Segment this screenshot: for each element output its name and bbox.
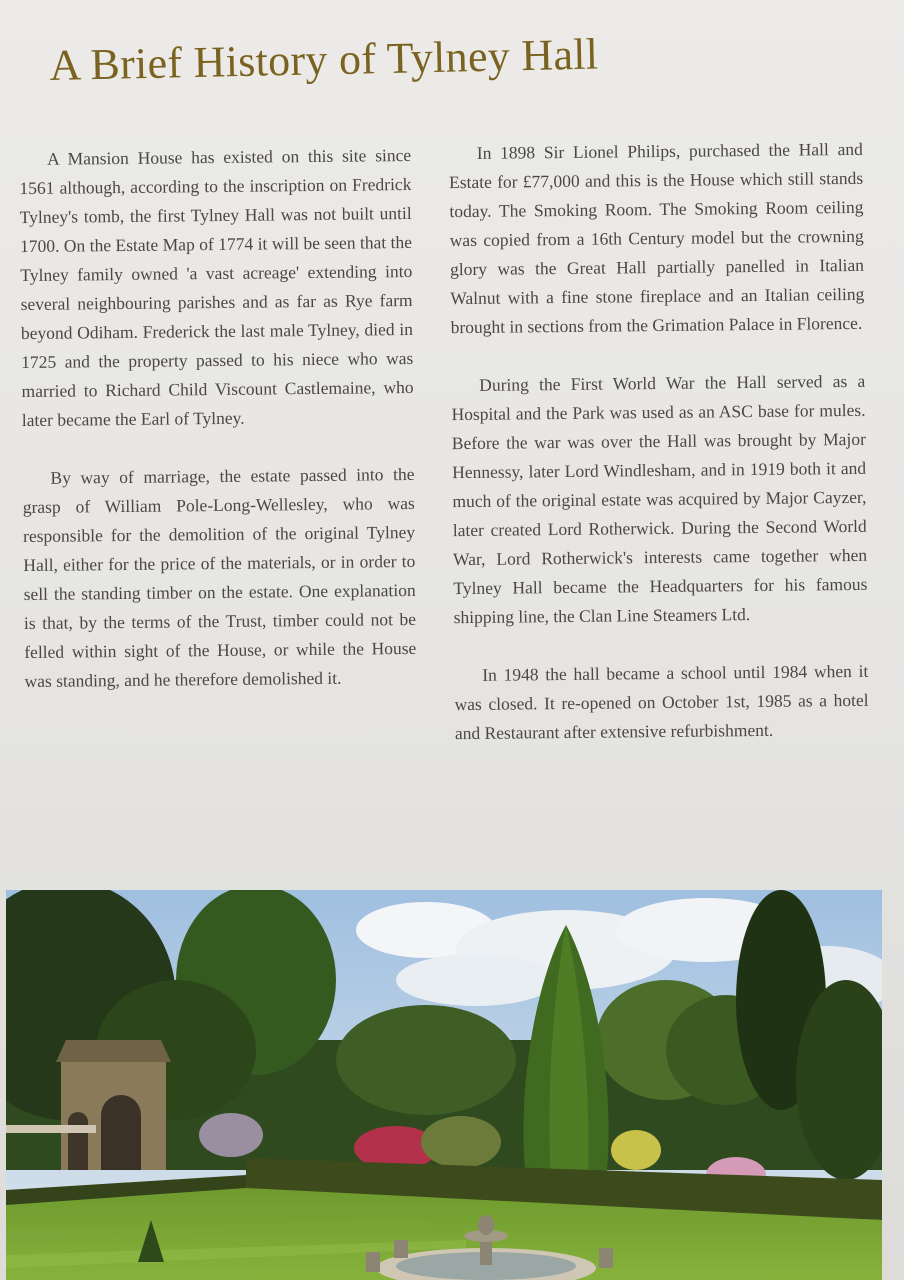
paragraph-marriage: By way of marriage, the estate passed into the grasp of William Pole-Long-Wellesley, who was responsible for the demolition of the original Tylney Hall, either for the price of the materials, or in order to sell the standing timber on the estate. One explanation is that, by the terms of the Trust, timber could not be felled within sight of the House, or while the House was standing, and he therefore demolished it. — [22, 463, 417, 692]
paragraph-lionel-philips: In 1898 Sir Lionel Philips, purchased the Hall and Estate for £77,000 and this is the House which still stands today. The Smoking Room. The Smoking Room ceiling was copied from a 16th Century model but the crowning glory was the Great Hall partially panelled in Italian Walnut with a fine stone fireplace and an Italian ceiling brought in sections from the Grimation Palace in Florence. — [449, 138, 865, 338]
paragraph-first-world-war: During the First World War the Hall served as a Hospital and the Park was used as an ASC base for mules. Before the war was over the Hall was brought by Major Hennessy, later Lord Windlesham, and in 1919 both it and much of the original estate was acquired by Major Cayzer, later created Lord Rotherwick. During the Second World War, Lord Rotherwick's interests came together when Tylney Hall became the Headquarters for his famous shipping line, the Clan Line Steamers Ltd. — [451, 370, 868, 628]
left-text-column — [19, 141, 417, 725]
garden-photo — [6, 890, 882, 1280]
paragraph-mansion-house: A Mansion House has existed on this site since 1561 although, according to the inscription on Fredrick Tylney's tomb, the first Tylney Hall was not built until 1700. On the Estate Map of 1774 it will be seen that the Tylney family owned 'a vast acreage' extending into several neighbouring parishes and as far as Rye farm beyond Odiham. Frederick the last male Tylney, died in 1725 and the property passed to his niece who was married to Richard Child Viscount Castlemaine, who later became the Earl of Tylney. — [19, 144, 414, 431]
page-title: A Brief History of Tylney Hall — [48, 29, 599, 91]
paragraph-hotel-reopening: In 1948 the hall became a school until 1984 when it was closed. It re-opened on October 1st, 1985 as a hotel and Restaurant after extensive refurbishment. — [454, 660, 869, 744]
right-text-column — [449, 135, 870, 777]
